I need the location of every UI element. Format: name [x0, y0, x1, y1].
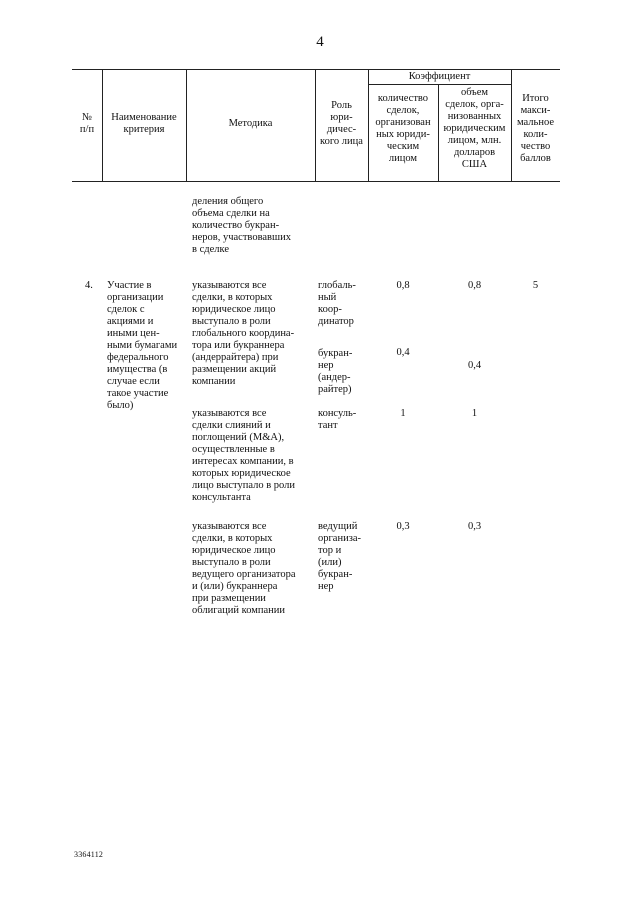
row-number: 4.	[85, 280, 93, 291]
header-num: № п/п	[79, 112, 95, 135]
header-coef-group: Коэффициент	[408, 71, 471, 82]
volume-lead-organizer: 0,3	[467, 521, 482, 532]
row-criterion: Участие в организации сделок с акциями и иными цен- ными бумагами федерального имущества (в случае если такое участие было)	[107, 280, 178, 411]
method-bond-placement: указываются все сделки, в которых юридическое лицо выступало в роли ведущего организатора и (или) букраннера при размещении облигаций компании	[192, 521, 296, 616]
role-consultant: консуль- тант	[318, 408, 357, 431]
header-role: Роль юри- дичес- кого лица	[320, 100, 363, 147]
volume-global-coordinator: 0,8	[467, 280, 482, 291]
header-total: Итого макси- мальное коли- чество баллов	[516, 93, 554, 164]
role-bookrunner: букран- нер (андер- райтер)	[318, 348, 353, 395]
count-global-coordinator: 0,8	[396, 280, 410, 291]
header-method: Методика	[228, 118, 273, 129]
header-bottom-rule	[72, 181, 560, 182]
page-number: 4	[316, 34, 324, 50]
header-top-rule	[72, 69, 560, 70]
role-lead-organizer: ведущий организа- тор и (или) букран- нер	[318, 521, 362, 592]
header-coef-volume: объем сделок, орга- низованных юридическим лицом, млн. долларов США	[443, 87, 506, 170]
count-lead-organizer: 0,3	[396, 521, 410, 532]
volume-consultant: 1	[471, 408, 478, 419]
header-coef-count: количество сделок, организован ных юриди- ческим лицом	[375, 93, 431, 164]
count-bookrunner: 0,4	[396, 347, 410, 358]
role-global-coordinator: глобаль- ный коор- динатор	[318, 280, 356, 327]
coef-group-rule	[368, 84, 511, 85]
method-mergers-acquisitions: указываются все сделки слияний и поглощений (M&A), осуществленные в интересах компании, в которых юридическое лицо выступало в роли консультанта	[192, 408, 296, 503]
count-consultant: 1	[400, 408, 406, 419]
header-criterion: Наименование критерия	[111, 112, 177, 135]
row-total: 5	[532, 280, 539, 291]
method-placement-shares: указываются все сделки, в которых юридическое лицо выступало в роли глобального координа- тора или букраннера (андеррайтера) при размещении акций компании	[192, 280, 295, 387]
continuation-text: деления общего объема сделки на количество букран- неров, участвовавших в сделке	[192, 196, 291, 255]
volume-bookrunner: 0,4	[467, 360, 482, 371]
document-code: 3364112	[74, 850, 104, 859]
